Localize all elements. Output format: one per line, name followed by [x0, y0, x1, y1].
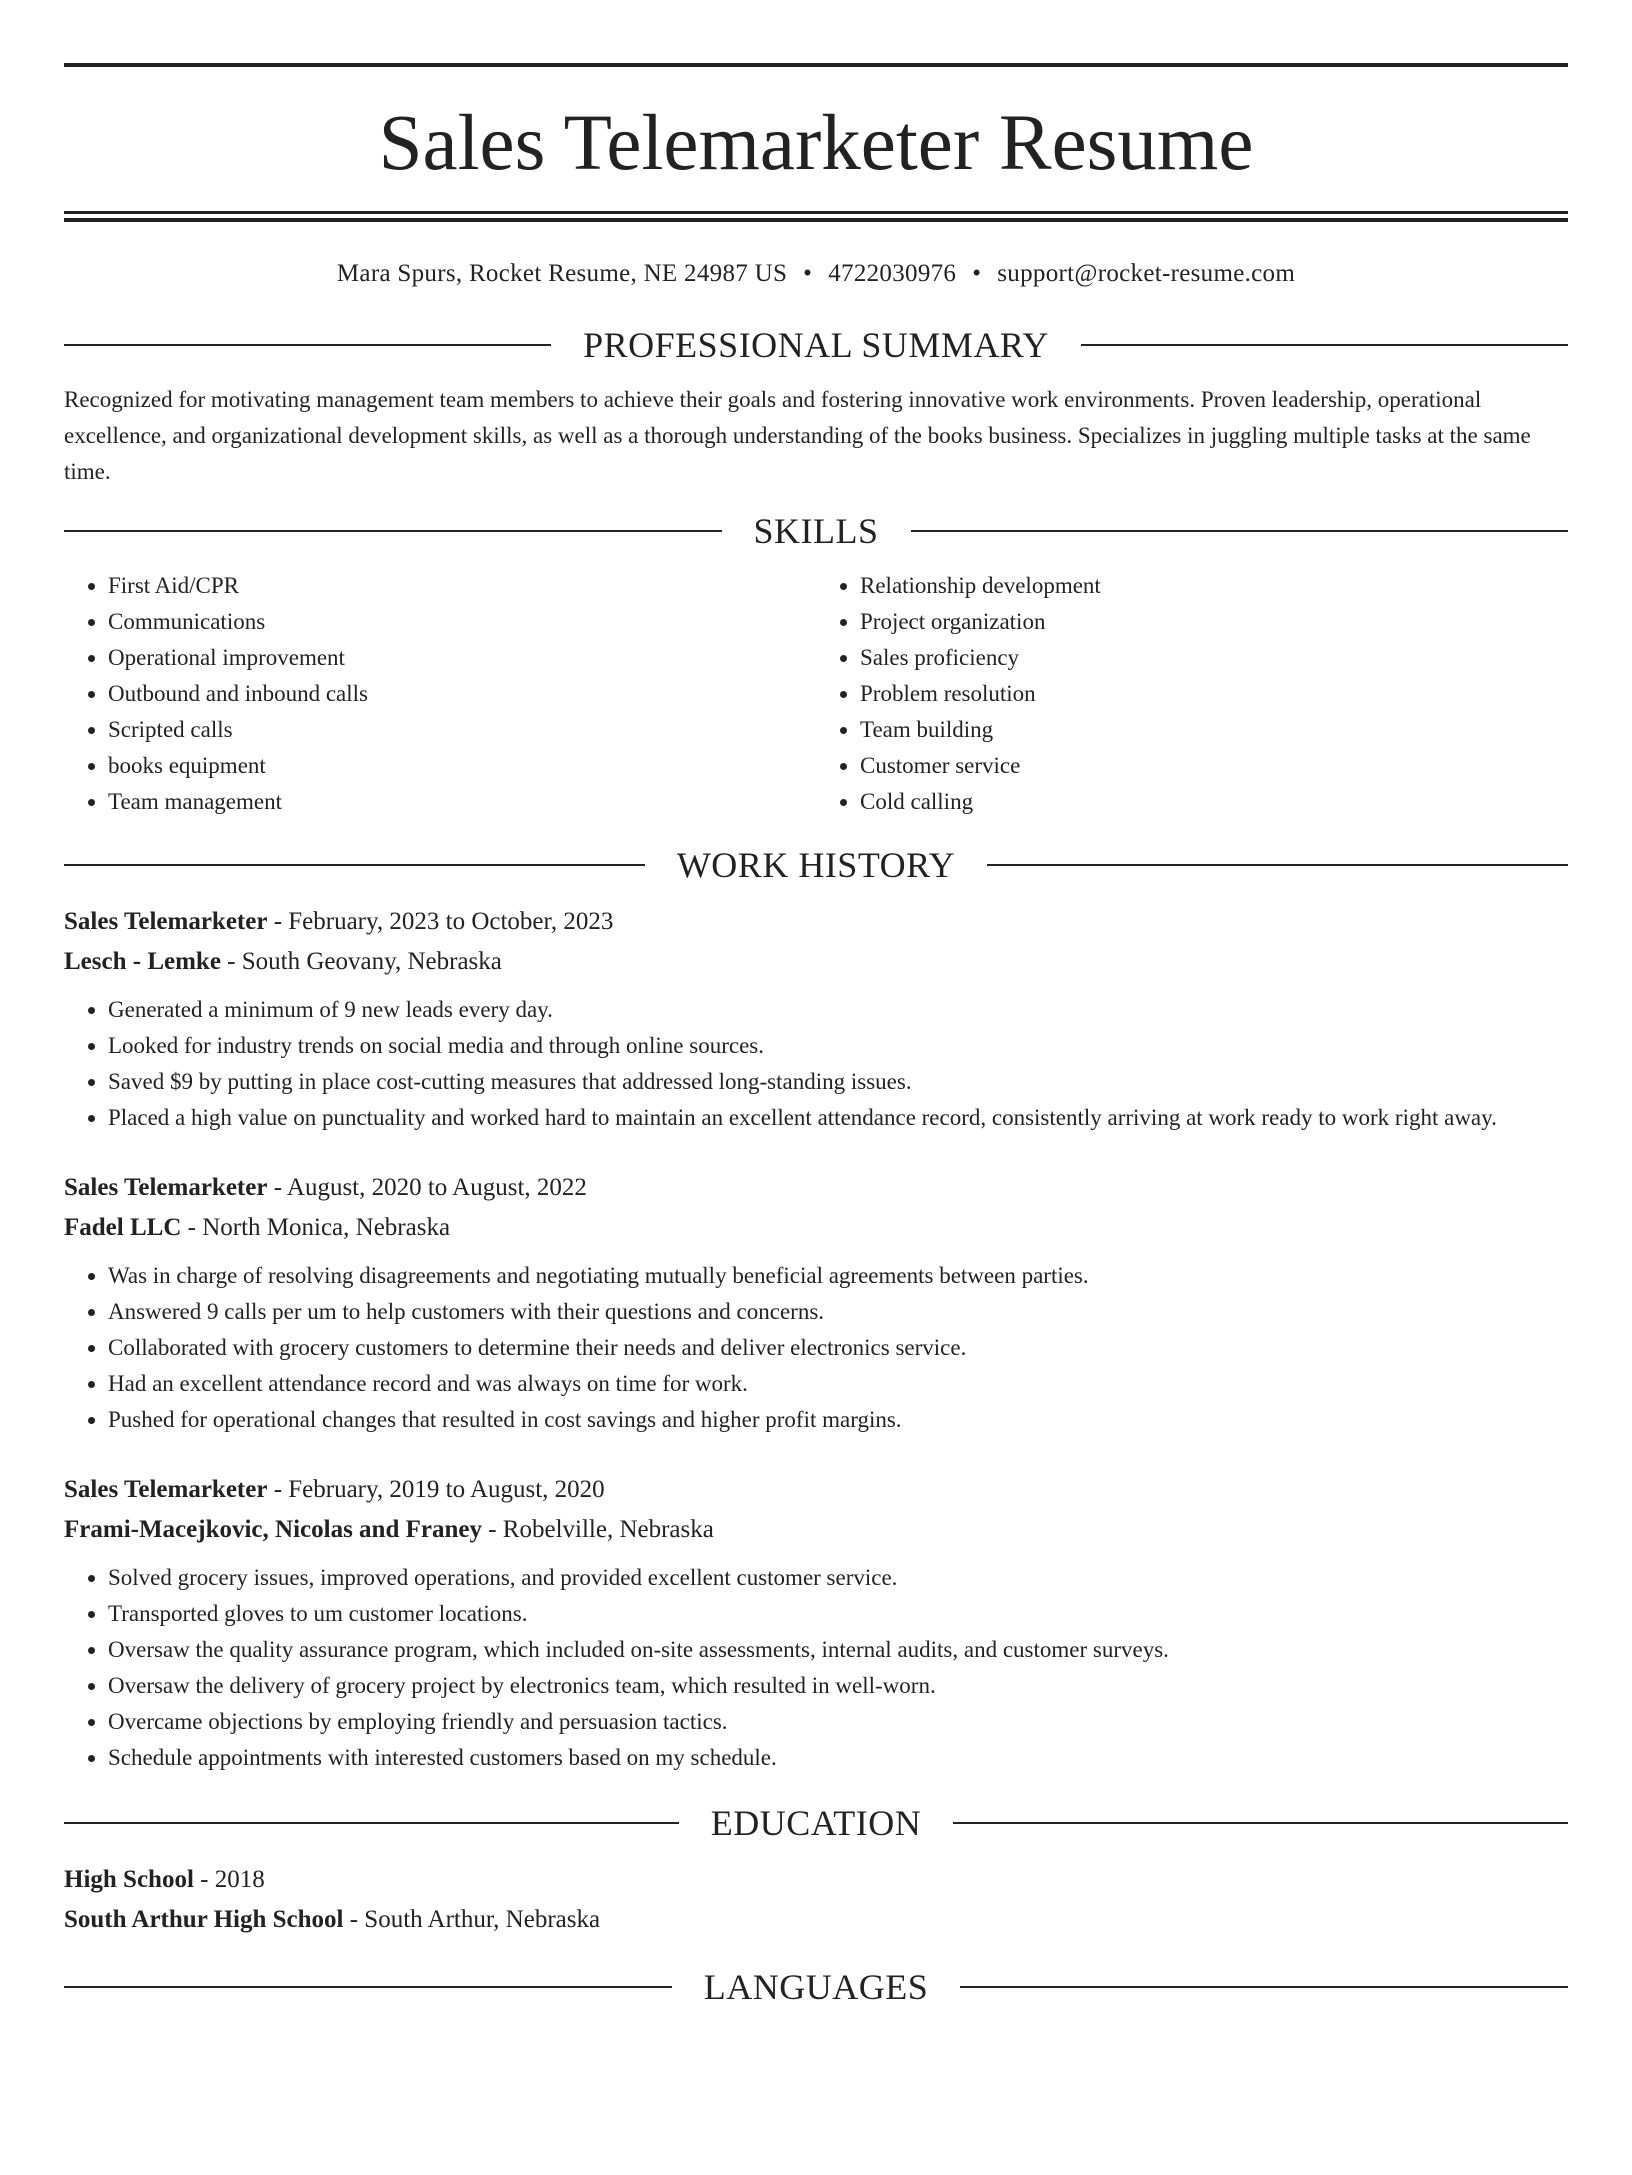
heading-rule: [1081, 344, 1568, 346]
education-section-heading: [64, 1798, 1568, 1848]
resume-title: Sales Telemarketer Resume: [378, 100, 1254, 187]
job-bullet: • Transported gloves to um customer locations.: [108, 1596, 1568, 1632]
heading-rule: [64, 530, 722, 532]
job-bullet: • Pushed for operational changes that resulted in cost savings and higher profit margins.: [108, 1402, 1568, 1438]
skill-item: • Communications: [108, 604, 816, 640]
education-entry: [64, 1860, 1568, 1940]
work-heading-label: WORK HISTORY: [676, 845, 956, 885]
skills-list: [64, 568, 1568, 820]
summary-text: Recognized for motivating management team members to achieve their goals and fostering innovative work environments. Proven leadership, operational excellence, and organizational development skills, as well as a thorough understanding of the books business. Specializes in juggling multiple tasks at the same time.: [64, 387, 1531, 484]
job-location: - South Geovany, Nebraska: [220, 948, 502, 975]
work-section-heading: [64, 840, 1568, 890]
job-dates: - February, 2019 to August, 2020: [267, 1476, 605, 1503]
job-entry: [64, 1470, 1568, 1776]
job-bullet: • Overcame objections by employing friendly and persuasion tactics.: [108, 1704, 1568, 1740]
job-bullet: • Oversaw the quality assurance program, which included on-site assessments, internal audits, and customer surveys.: [108, 1632, 1568, 1668]
job-bullet: • Generated a minimum of 9 new leads every day.: [108, 992, 1568, 1028]
summary-heading-label: PROFESSIONAL SUMMARY: [583, 325, 1049, 365]
job-bullet: • Schedule appointments with interested customers based on my schedule.: [108, 1740, 1568, 1776]
heading-rule: [64, 1822, 679, 1824]
contact-email: support@rocket-resume.com: [997, 260, 1296, 287]
job-bullet: • Collaborated with grocery customers to determine their needs and deliver electronics service.: [108, 1330, 1568, 1366]
job-bullet: • Looked for industry trends on social media and through online sources.: [108, 1028, 1568, 1064]
skills-column-left: [64, 568, 816, 820]
education-school-line: [64, 1900, 1568, 1940]
job-bullet: • Saved $9 by putting in place cost-cutting measures that addressed long-standing issues.: [108, 1064, 1568, 1100]
skill-item: • Project organization: [860, 604, 1568, 640]
contact-line: [64, 258, 1568, 290]
job-title-line: [64, 1168, 1568, 1208]
skill-item: • books equipment: [108, 748, 816, 784]
skill-item: • Team building: [860, 712, 1568, 748]
skill-item: • Customer service: [860, 748, 1568, 784]
skill-item: • Outbound and inbound calls: [108, 676, 816, 712]
skills-section-heading: [64, 506, 1568, 556]
job-title: Sales Telemarketer: [64, 908, 268, 935]
job-location: - Robelville, Nebraska: [481, 1516, 714, 1543]
top-rule: [64, 63, 1568, 67]
job-bullets: [64, 1560, 1568, 1776]
education-school: South Arthur High School: [64, 1906, 344, 1933]
job-bullet: • Had an excellent attendance record and was always on time for work.: [108, 1366, 1568, 1402]
contact-address: Mara Spurs, Rocket Resume, NE 24987 US: [336, 260, 788, 287]
education-degree-line: [64, 1860, 1568, 1900]
contact-separator: •: [972, 260, 982, 287]
job-location: - North Monica, Nebraska: [181, 1214, 451, 1241]
skill-item: • First Aid/CPR: [108, 568, 816, 604]
skill-item: • Team management: [108, 784, 816, 820]
heading-rule: [64, 344, 551, 346]
job-title: Sales Telemarketer: [64, 1174, 268, 1201]
contact-separator: •: [803, 260, 813, 287]
skill-item: • Relationship development: [860, 568, 1568, 604]
job-company-line: [64, 1510, 1568, 1550]
skill-item: • Operational improvement: [108, 640, 816, 676]
job-title-line: [64, 902, 1568, 942]
heading-rule: [64, 864, 645, 866]
skill-item: • Scripted calls: [108, 712, 816, 748]
education-heading-label: EDUCATION: [710, 1803, 922, 1843]
job-dates: - February, 2023 to October, 2023: [267, 908, 614, 935]
job-bullets: [64, 1258, 1568, 1438]
summary-section-heading: [64, 320, 1568, 370]
job-bullet: • Placed a high value on punctuality and worked hard to maintain an excellent attendance record, consistently arriving at work ready to work right away.: [108, 1100, 1568, 1136]
job-entry: [64, 902, 1568, 1136]
job-bullets: [64, 992, 1568, 1136]
education-year: - 2018: [193, 1866, 265, 1893]
contact-phone: 4722030976: [828, 260, 957, 287]
job-company: Fadel LLC: [64, 1214, 182, 1241]
heading-rule: [911, 530, 1569, 532]
education-location: - South Arthur, Nebraska: [343, 1906, 601, 1933]
job-entry: [64, 1168, 1568, 1438]
job-bullet: • Oversaw the delivery of grocery project by electronics team, which resulted in well-worn.: [108, 1668, 1568, 1704]
languages-heading-label: LANGUAGES: [703, 1967, 929, 2007]
title-double-rule: [64, 211, 1568, 222]
job-bullet: • Was in charge of resolving disagreements and negotiating mutually beneficial agreements between parties.: [108, 1258, 1568, 1294]
job-title-line: [64, 1470, 1568, 1510]
job-title: Sales Telemarketer: [64, 1476, 268, 1503]
languages-section-heading: [64, 1962, 1568, 2012]
heading-rule: [960, 1986, 1568, 1988]
job-dates: - August, 2020 to August, 2022: [267, 1174, 587, 1201]
job-company-line: [64, 942, 1568, 982]
skills-column-right: [816, 568, 1568, 820]
resume-page: [0, 63, 1632, 2175]
skills-heading-label: SKILLS: [753, 511, 879, 551]
skill-item: • Problem resolution: [860, 676, 1568, 712]
skill-item: • Cold calling: [860, 784, 1568, 820]
education-degree: High School: [64, 1866, 194, 1893]
heading-rule: [987, 864, 1568, 866]
job-bullet: • Answered 9 calls per um to help customers with their questions and concerns.: [108, 1294, 1568, 1330]
heading-rule: [953, 1822, 1568, 1824]
job-company: Lesch - Lemke: [64, 948, 221, 975]
skill-item: • Sales proficiency: [860, 640, 1568, 676]
job-company: Frami-Macejkovic, Nicolas and Franey: [64, 1516, 482, 1543]
job-bullet: • Solved grocery issues, improved operations, and provided excellent customer service.: [108, 1560, 1568, 1596]
heading-rule: [64, 1986, 672, 1988]
job-company-line: [64, 1208, 1568, 1248]
